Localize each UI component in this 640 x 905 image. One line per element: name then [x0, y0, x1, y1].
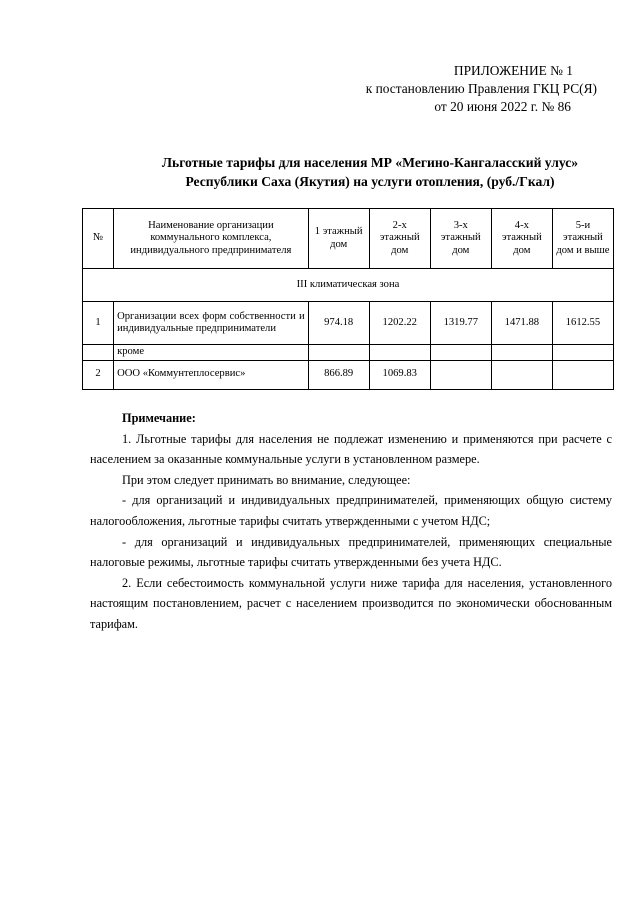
note-paragraph-5: 2. Если себестоимость коммунальной услуги ниже тарифа для населения, установленного настоящим постановлением, расчет с населением производится по экономически обоснованным тарифам.: [90, 575, 612, 631]
table-zone-row: [83, 269, 614, 302]
note-paragraph-1: 1. Льготные тарифы для населения не подлежат изменению и применяются при расчете с населением за оказанные коммунальные услуги в установленном размере.: [90, 431, 612, 467]
annex-date: от 20 июня 2022 г. № 86: [434, 99, 571, 114]
row-num: 2: [83, 360, 114, 389]
header-floor-5: 5-и этажный дом и выше: [552, 209, 613, 269]
row-name: ООО «Коммунтеплосервис»: [114, 360, 309, 389]
header-floor-1: 1 этажный дом: [308, 209, 369, 269]
row-num: 1: [83, 302, 114, 345]
notes-section: [90, 408, 612, 635]
annex-resolution: к постановлению Правления ГКЦ РС(Я): [365, 81, 597, 96]
header-floor-2: 2-х этажный дом: [369, 209, 430, 269]
empty-cell: [552, 360, 613, 389]
annex-number: ПРИЛОЖЕНИЕ № 1: [453, 63, 573, 78]
annex-reference: [366, 62, 597, 116]
row-value-floor-1: 974.18: [308, 302, 369, 345]
title-line-1: Льготные тарифы для населения МР «Мегино-Кангаласский улус»: [161, 155, 579, 170]
empty-cell: [430, 360, 491, 389]
tariff-table: [82, 208, 614, 390]
empty-cell: [308, 345, 369, 361]
header-floor-4: 4-х этажный дом: [491, 209, 552, 269]
document-title: [110, 153, 630, 191]
row-value-floor-5: 1612.55: [552, 302, 613, 345]
table-row: [83, 360, 614, 389]
header-floor-3: 3-х этажный дом: [430, 209, 491, 269]
empty-cell: [552, 345, 613, 361]
table-header-row: [83, 209, 614, 269]
note-paragraph-2: При этом следует принимать во внимание, следующее:: [122, 472, 411, 487]
row-value-floor-2: 1069.83: [369, 360, 430, 389]
except-num-cell: [83, 345, 114, 361]
header-name: Наименование организации коммунального комплекса, индивидуального предпринимателя: [114, 209, 309, 269]
table-row: [83, 302, 614, 345]
row-value-floor-4: 1471.88: [491, 302, 552, 345]
row-name: Организации всех форм собственности и индивидуальные предприниматели: [114, 302, 309, 345]
except-label: кроме: [114, 345, 309, 361]
empty-cell: [369, 345, 430, 361]
title-line-2: Республики Саха (Якутия) на услуги отопления, (руб./Гкал): [185, 174, 555, 189]
header-num: №: [83, 209, 114, 269]
empty-cell: [491, 360, 552, 389]
empty-cell: [491, 345, 552, 361]
notes-heading: Примечание:: [122, 411, 196, 425]
note-paragraph-4: - для организаций и индивидуальных предпринимателей, применяющих специальные налоговые режимы, льготные тарифы считать утвержденными без учета НДС.: [90, 534, 612, 570]
climate-zone: III климатическая зона: [83, 269, 614, 302]
table-row-except: [83, 345, 614, 361]
row-value-floor-3: 1319.77: [430, 302, 491, 345]
empty-cell: [430, 345, 491, 361]
row-value-floor-1: 866.89: [308, 360, 369, 389]
note-paragraph-3: - для организаций и индивидуальных предпринимателей, применяющих общую систему налогообложения, льготные тарифы считать утвержденными с учетом НДС;: [90, 493, 612, 528]
row-value-floor-2: 1202.22: [369, 302, 430, 345]
